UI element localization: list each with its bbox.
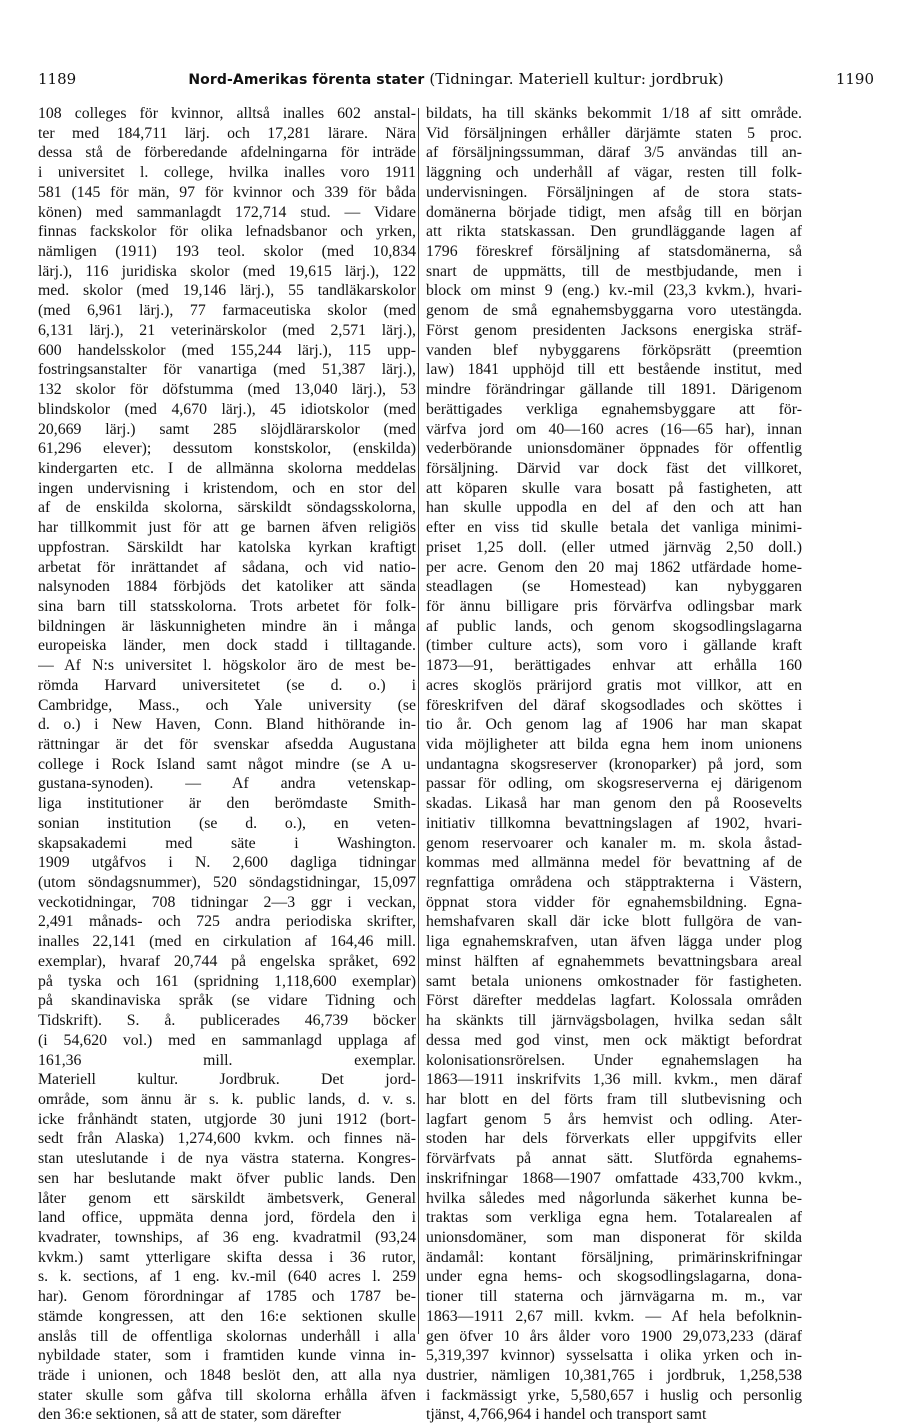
right-column-line: hemshafvaren skall där icke blott fullgöra de van- <box>426 913 802 931</box>
right-column-line: vida möjligheter att bilda egna hem inom unionens <box>426 736 802 753</box>
left-column-line: kindergarten etc. I de allmänna skolorna meddelas <box>38 459 416 477</box>
left-column-line: römda Harvard universitetet (se d. o.) i <box>38 676 416 694</box>
right-column-line: öppnat stora vidder för egnahemsbildning. Egna- <box>426 893 802 911</box>
left-column-line: med. skolor (med 19,146 lärj.), 55 tandläkarskolor <box>38 282 416 300</box>
left-column-line: dessa stå de förberedande afdelningarna för inträde <box>38 144 416 162</box>
right-column-line: dessa med god vinst, men ock mäktigt befordrat <box>426 1031 802 1049</box>
left-column-line: (utom söndagsnummer), 520 söndagstidningar, 15,097 <box>38 874 416 892</box>
right-column-line: dustrier, nämligen 10,381,765 i jordbruk, 1,258,538 <box>426 1367 802 1384</box>
left-column-line: sonian institution (se d. o.), en veten- <box>38 814 416 832</box>
left-column-line: anslås till de offentliga skolornas underhåll i alla <box>38 1327 416 1345</box>
right-column-line: i fackmässigt yrke, 5,580,657 i huslig och personlig <box>426 1386 802 1404</box>
left-column-line: sedt från Alaska) 1,274,600 kvkm. och finnes nä- <box>38 1130 416 1148</box>
left-column-line: låter genom ett särskildt ämbetsverk, General <box>38 1189 416 1207</box>
right-column-line: tioner till staterna och järnvägarna m. m., var <box>426 1288 802 1306</box>
right-column-line: per acre. Genom den 20 maj 1862 utfärdade home- <box>426 558 802 576</box>
right-column-line: regnfattiga områdena och stäpptrakterna i Västern, <box>426 874 802 892</box>
right-column-line: försäljning. Därvid var dock fäst det villkoret, <box>426 459 802 477</box>
left-column-line: 132 skolor för döfstumma (med 13,040 lärj.), 53 <box>38 381 416 399</box>
right-column-line: law) 1841 upphöjd till ett bestående institut, med <box>426 361 802 379</box>
right-column-line: priset 1,25 doll. (eller utmed järnväg 2,50 doll.) <box>426 538 802 556</box>
left-column-line: rättningar är det för svenskar afsedda Augustana <box>38 736 416 753</box>
left-column-line: icke frånhändt staten, utgjorde 30 juni 1912 (bort- <box>38 1110 416 1128</box>
left-column-line: blindskolor (med 4,670 lärj.), 45 idiotskolor (med <box>38 400 416 418</box>
left-column-line: 61,296 elever); dessutom konstskolor, (enskilda) <box>38 440 416 458</box>
right-column-line: tio år. Och genom lag af 1906 har man skapat <box>426 716 802 734</box>
left-column-line: 161,36 mill. exemplar. <box>38 1051 416 1069</box>
left-column-line: 20,669 lärj.) samt 285 slöjdlärarskolor (med <box>38 420 416 438</box>
left-column-line: har tillkommit just för att ge barnen äfven religiös <box>38 519 416 537</box>
right-column-line: (timber culture acts), som voro i gällande kraft <box>426 637 802 655</box>
right-column-line: 5,319,397 kvinnor) sysselsatta i olika yrken och in- <box>426 1347 802 1365</box>
running-title <box>38 70 874 88</box>
left-column-line: område, som ännu är s. k. public lands, d. v. s. <box>38 1090 416 1108</box>
right-column-line: Vid försäljningen erhåller därjämte staten 5 proc. <box>426 124 802 142</box>
right-column-line: block om minst 9 (eng.) kv.-mil (23,3 kvkm.), hvari- <box>426 282 802 300</box>
right-column-line: värfva jord om 40—160 acres (16—65 har), innan <box>426 420 802 438</box>
right-column-line: genom reservoarer och kanaler m. m. skola åstad- <box>426 834 802 852</box>
left-column-line: könen) med sammanlagdt 172,714 stud. — Vidare <box>38 203 416 221</box>
left-column-line: college i Rock Island samt något mindre (se A u- <box>38 755 416 773</box>
right-column-line: kommas med allmänna medel för bevattning af de <box>426 854 802 872</box>
right-column-line: mindre förändringar gällande till 1891. Därigenom <box>426 381 802 399</box>
page-number-left: 1189 <box>38 70 77 88</box>
left-column-line: 581 (145 för män, 97 för kvinnor och 339 för båda <box>38 183 416 201</box>
right-column-line: gen öfver 10 års ålder voro 1900 29,073,233 (däraf <box>426 1327 802 1345</box>
right-column-line: minst hälften af egnahemmets bevattningsbara areal <box>426 952 802 970</box>
left-column-line: d. o.) i New Haven, Conn. Bland hithörande in- <box>38 716 416 734</box>
right-column-line: för ännu billigare pris förvärfva odlingsbar mark <box>426 597 802 615</box>
left-column-line: nybildade stater, som i framtiden kunde vinna in- <box>38 1347 416 1365</box>
left-column-line: kvkm.) samt ytterligare skifta dessa i 36 rutor, <box>38 1248 416 1266</box>
left-column-line: inalles 22,141 (med en cirkulation af 164,46 mill. <box>38 933 416 951</box>
left-column <box>38 104 416 1425</box>
right-column-line: läggning och underhåll af vägar, resten till folk- <box>426 164 802 182</box>
left-column-line: exemplar), hvaraf 20,744 på engelska språket, 692 <box>38 952 416 970</box>
left-column-line: nämligen (1911) 193 teol. skolor (med 10,834 <box>38 243 416 261</box>
right-column-line: vederbörande unionsdomäner öppnades för offentlig <box>426 440 802 458</box>
right-column-line: acres skoglös prärijord gratis mot villkor, att en <box>426 676 802 694</box>
right-column-line: ha skänkts till järnvägsbolagen, hvilka sedan sålt <box>426 1012 802 1030</box>
left-column-line: på skandinaviska språk (se vidare Tidning och <box>38 992 416 1010</box>
left-column-line: i universitet l. college, hvilka inalles voro 1911 <box>38 164 416 182</box>
right-column-line: skadas. Likaså har man genom den på Roosevelts <box>426 795 802 813</box>
column-divider <box>418 108 419 1334</box>
right-column-line: bildats, ha till skänks bekommit 1/18 af sitt område. <box>426 105 802 122</box>
right-column-line: traktas som verkliga egna hem. Totalarealen af <box>426 1209 802 1227</box>
right-column-line: ändamål: kontant försäljning, primärinskrifningar <box>426 1248 802 1266</box>
right-column-line: inskrifningar 1868—1907 omfattade 433,700 kvkm., <box>426 1169 802 1187</box>
left-column-line: skapsakademi med säte i Washington. <box>38 834 416 852</box>
left-column-line: har). Genom förordningar af 1785 och 1787 be- <box>38 1288 416 1306</box>
right-column-line: under egna hems- och skogsodlingslagarna, dona- <box>426 1268 802 1286</box>
left-column-line: liga institutioner är den berömdaste Smith- <box>38 795 416 813</box>
right-column-line: lagfart genom 5 års hemvist och odling. Ater- <box>426 1110 802 1128</box>
right-column-line: att köparen skulle vara bosatt på fastigheten, att <box>426 479 802 497</box>
right-column-line: 1863—1911 inskrifvits 1,36 mill. kvkm., men däraf <box>426 1071 802 1089</box>
left-column-line: s. k. sections, af 1 eng. kv.-mil (640 acres l. 259 <box>38 1268 416 1286</box>
left-column-line: 1909 utgåfvos i N. 2,600 dagliga tidningar <box>38 854 416 872</box>
left-column-line: sen har beslutande makt öfver public lands. Den <box>38 1169 416 1187</box>
right-column-line: samt betala unionens omkostnader för fastigheten. <box>426 972 802 990</box>
left-column-line: stämde kongressen, att den 16:e sektionen skulle <box>38 1307 416 1325</box>
left-column-line: uppfostran. Särskildt har katolska kyrkan kraftigt <box>38 538 416 556</box>
left-column-line: 2,491 månads- och 725 andra periodiska skrifter, <box>38 913 416 931</box>
right-column-line: liga egnahemskrafven, utan äfven lägga under plog <box>426 933 802 951</box>
left-column-line: ingen undervisning i kristendom, och en stor del <box>38 479 416 497</box>
right-column-line: hvilka således med någorlunda säkerhet kunna be- <box>426 1189 802 1207</box>
left-column-line: 108 colleges för kvinnor, alltså inalles 602 anstal- <box>38 105 416 122</box>
left-column-line: stater skulle som gåfva till skolorna erhålla äfven <box>38 1386 416 1404</box>
right-column-line: undantagna skogsreserver (kronoparker) på jord, som <box>426 755 802 773</box>
left-column-line: finnas fackskolor för olika lefnadsbanor och yrken, <box>38 223 416 241</box>
right-column-line: vanden blef nybyggarens förköpsrätt (preemtion <box>426 341 802 359</box>
left-column-line: Materiell kultur. Jordbruk. Det jord- <box>38 1071 416 1089</box>
running-title-rest: (Tidningar. Materiell kultur: jordbruk) <box>424 70 724 88</box>
right-column-line: 1796 föreskref försäljning af statsdomänerna, så <box>426 243 802 261</box>
left-column-line: ter med 184,711 lärj. och 17,281 lärare. Nära <box>38 124 416 142</box>
left-column-line: Tidskrift). S. å. publicerades 46,739 böcker <box>38 1012 416 1030</box>
right-column-line: att rikta statskassan. Den grundläggande lagen af <box>426 223 802 241</box>
left-column-line: arbetat för inrättandet af sådana, och vid natio- <box>38 558 416 576</box>
left-column-line: (i 54,620 vol.) med en sammanlagd upplaga af <box>38 1031 416 1049</box>
left-column-line: 600 handelsskolor (med 155,244 lärj.), 115 upp- <box>38 341 416 359</box>
right-column-line: Först därefter meddelas lagfart. Kolossala områden <box>426 992 802 1010</box>
right-column-line: undervisningen. Försäljningen af de stora stats- <box>426 183 802 201</box>
right-column-line: har blott en del förts fram till slutbevisning och <box>426 1090 802 1108</box>
left-column-line: kvadrater, townships, af 36 eng. kvadratmil (93,24 <box>38 1228 416 1246</box>
right-column-line: unionsdomäner, som man disponerat för skilda <box>426 1228 802 1246</box>
right-column-line: stoden har dels förverkats eller uppgifvits eller <box>426 1130 802 1148</box>
left-column-line: land office, uppmäta denna jord, fördela den i <box>38 1209 416 1227</box>
left-column-line: Cambridge, Mass., och Yale university (se <box>38 696 416 714</box>
left-column-line: lärj.), 116 juridiska skolor (med 19,615 lärj.), 122 <box>38 262 416 280</box>
right-column-line: han skulle uppodla en del af den och att han <box>426 499 802 517</box>
page-header <box>38 70 874 96</box>
right-column-line: domänerna började tidigt, men afsåg till en början <box>426 203 802 221</box>
left-column-line: (med 6,961 lärj.), 77 farmaceutiska skolor (med <box>38 302 416 320</box>
right-column-line: passar för odling, om skogsreserverna ej därigenom <box>426 775 802 793</box>
left-column-line: — Af N:s universitet l. högskolor äro de mest be- <box>38 657 416 675</box>
right-column-line: genom de små egnahemsbyggarna voro utestängda. <box>426 302 802 320</box>
right-column <box>426 104 802 1425</box>
right-column-line: förvärfvats på annat sätt. Slutförda egnahems- <box>426 1150 802 1168</box>
left-column-line: den 36:e sektionen, så att de stater, som därefter <box>38 1406 341 1424</box>
left-column-line: fostringsanstalter för vanartiga (med 51,387 lärj.), <box>38 361 416 379</box>
left-column-line: på tyska och 161 (spridning 1,118,600 exemplar) <box>38 972 416 990</box>
right-column-line: 1873—91, berättigades enhvar att erhålla 160 <box>426 657 802 675</box>
running-title-bold: Nord-Amerikas förenta stater <box>188 72 425 88</box>
right-column-line: Först genom presidenten Jacksons energiska sträf- <box>426 321 802 339</box>
left-column-line: 6,131 lärj.), 21 veterinärskolor (med 2,571 lärj.), <box>38 321 416 339</box>
left-column-line: gustana-synoden). — Af andra vetenskap- <box>38 775 416 793</box>
right-column-line: snart de uppmätts, till de mestbjudande, men i <box>426 262 802 280</box>
right-column-line: af public lands, och genom skogsodlingslagarna <box>426 617 802 635</box>
right-column-line: berättigades verkliga egnahemsbyggare att för- <box>426 400 802 418</box>
left-column-line: stan uteslutande i de nya västra staterna. Kongres- <box>38 1150 416 1168</box>
left-column-line: sina barn till statsskolorna. Trots arbetet för folk- <box>38 597 416 615</box>
left-column-line: bildningen är läskunnigheten mindre än i många <box>38 617 416 635</box>
left-column-line: nalsynoden 1884 förbjöds det katoliker att sända <box>38 578 416 596</box>
left-column-line: europeiska länder, men dock stadd i tilltagande. <box>38 637 416 655</box>
right-column-line: initiativ tillkomna bevattningslagen af 1902, hvari- <box>426 814 802 832</box>
right-column-line: föreskrifven del däraf skogsodlades och sköttes i <box>426 696 802 714</box>
left-column-line: träde i unionen, och 1848 beslöt den, att alla nya <box>38 1367 416 1384</box>
right-column-line: tjänst, 4,766,964 i handel och transport samt <box>426 1406 707 1424</box>
left-column-line: af de enskilda skolorna, särskildt söndagsskolorna, <box>38 499 416 517</box>
right-column-line: 1863—1911 2,67 mill. kvkm. — Af hela befolknin- <box>426 1307 802 1325</box>
right-column-line: kolonisationsrörelsen. Under egnahemslagen ha <box>426 1051 802 1069</box>
right-column-line: steadlagen (se Homestead) kan nybyggaren <box>426 578 802 596</box>
page-number-right: 1190 <box>835 70 874 88</box>
left-column-line: veckotidningar, 708 tidningar 2—3 ggr i veckan, <box>38 893 416 911</box>
right-column-line: af försäljningssumman, däraf 3/5 användas till an- <box>426 144 802 162</box>
right-column-line: efter en viss tid skulle betala det vanliga minimi- <box>426 519 802 537</box>
